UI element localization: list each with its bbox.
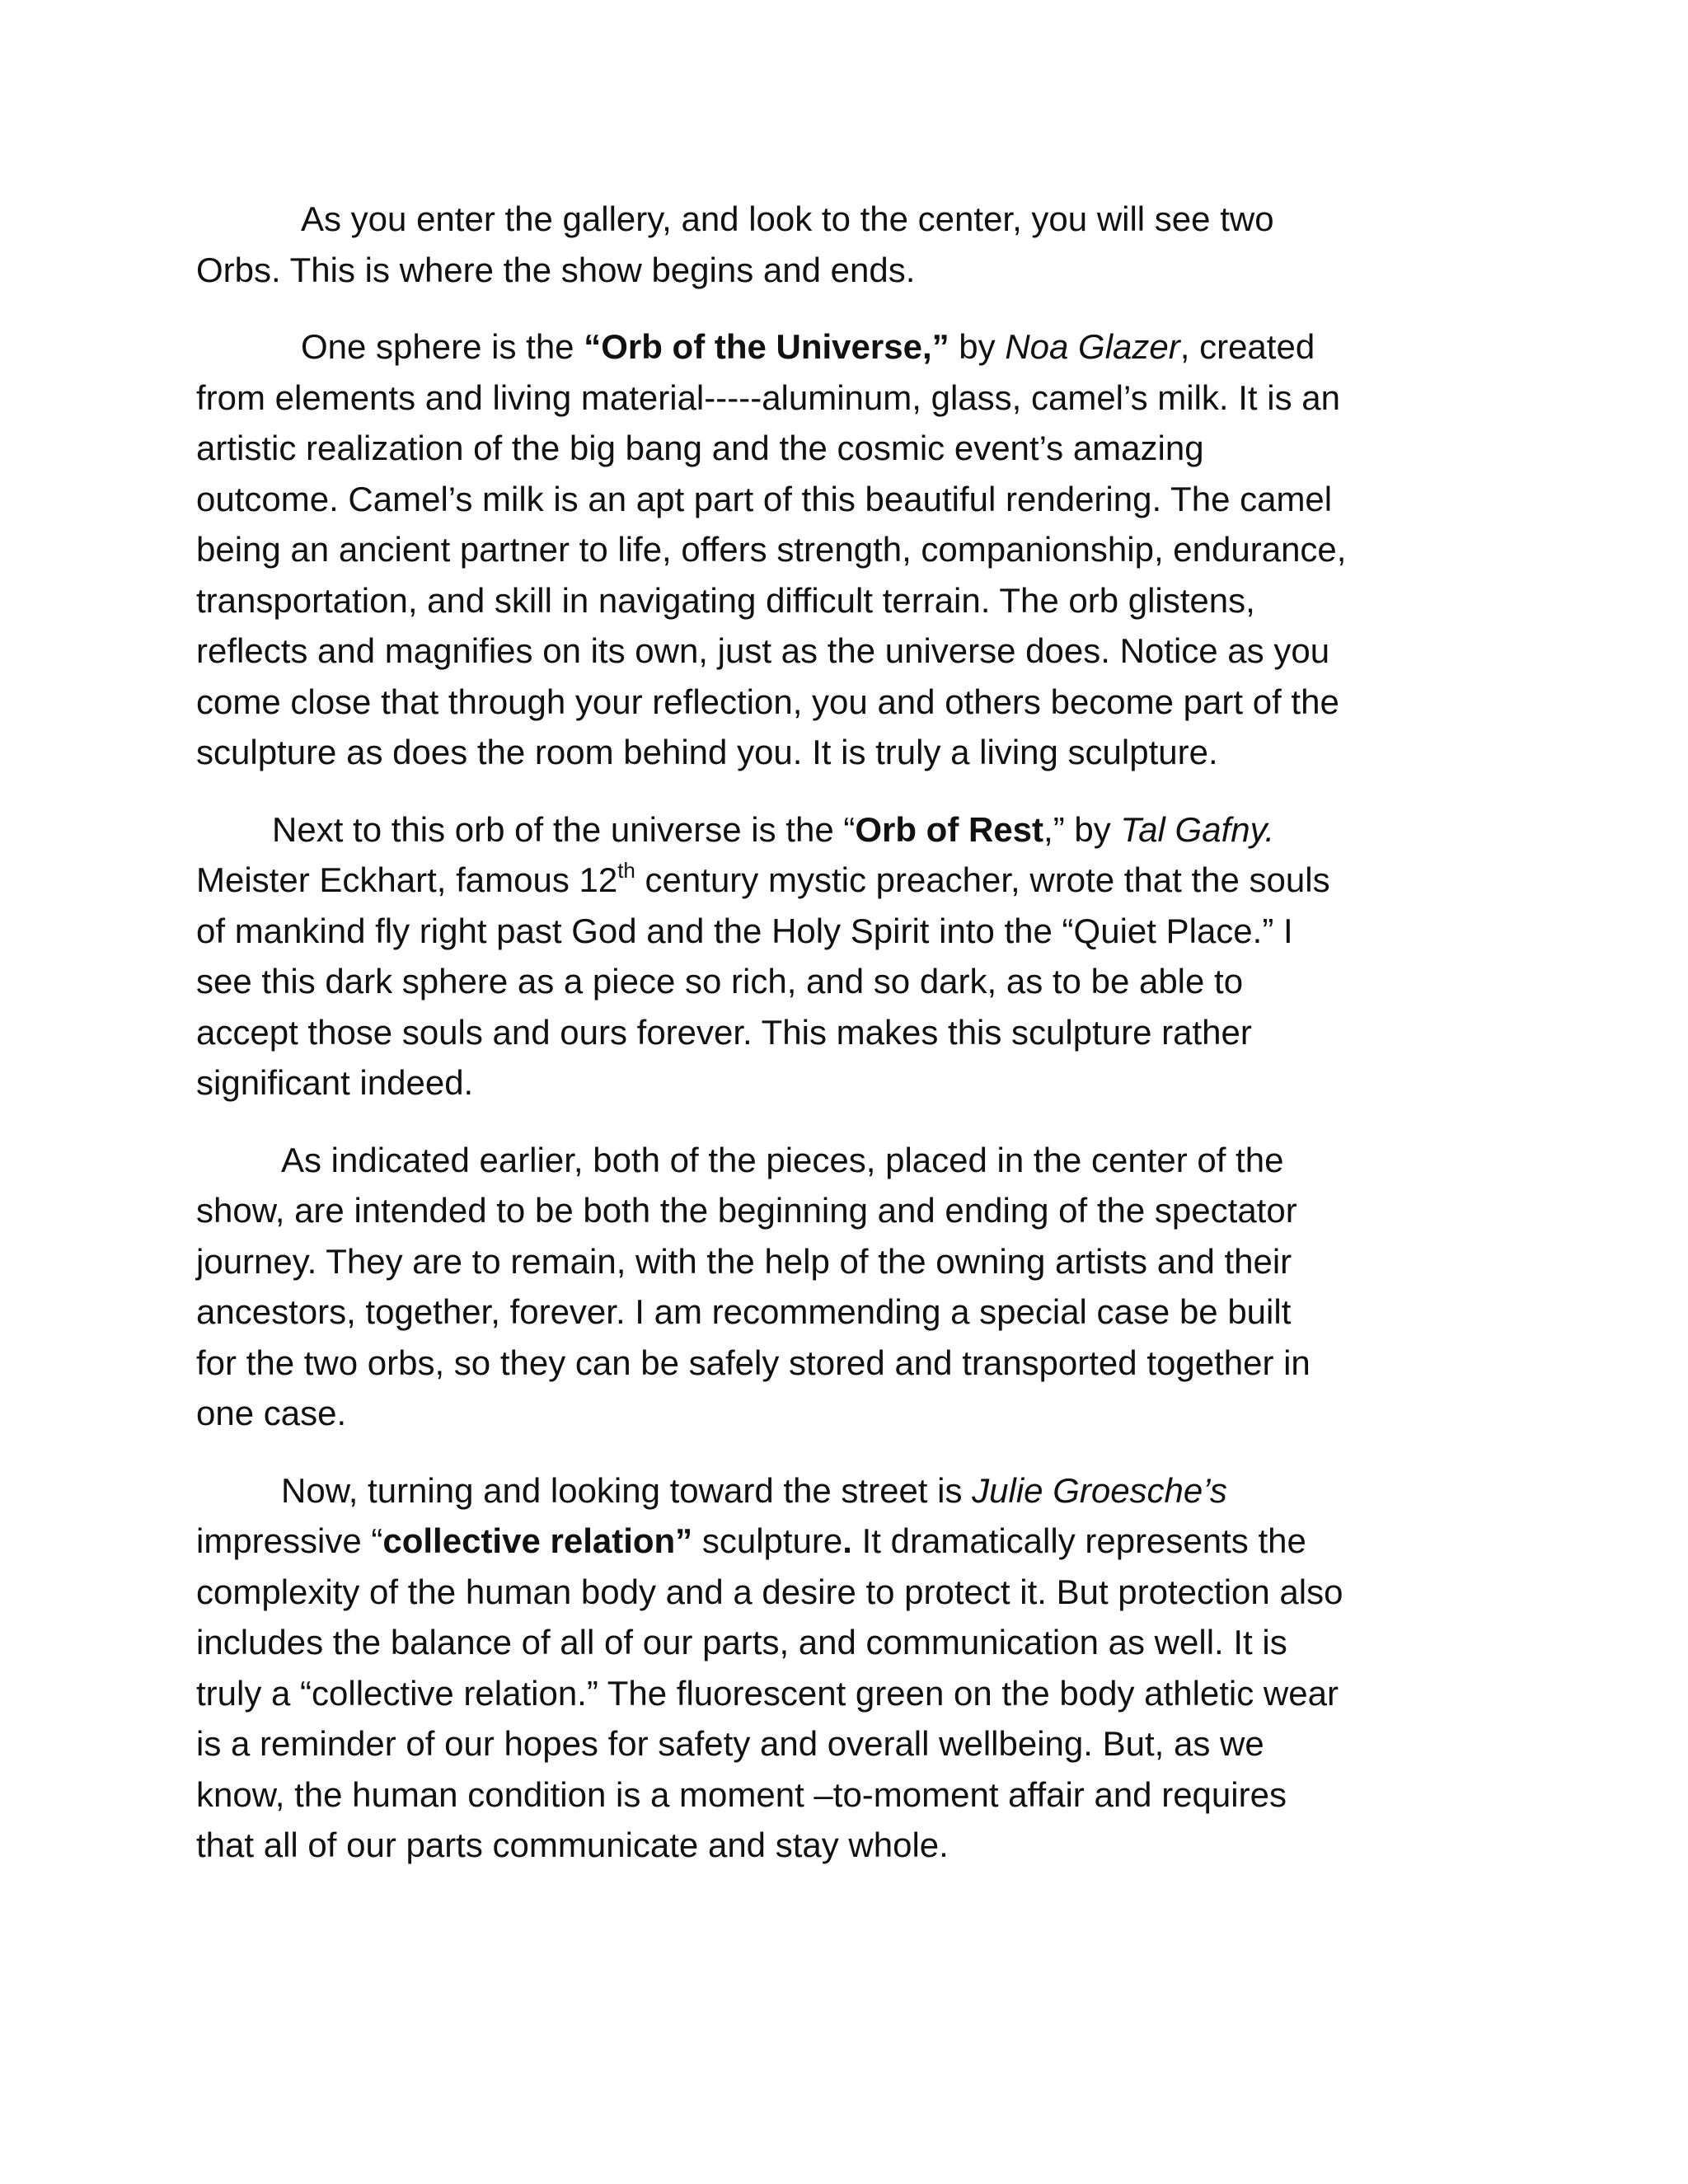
paragraph-collective-relation [196, 1465, 1515, 1871]
text-line [196, 1465, 1515, 1516]
text-run: impressive “ [196, 1521, 383, 1560]
artist-name-julie-groesche: Julie Groesche’s [972, 1470, 1227, 1510]
document-body [196, 194, 1515, 1897]
text-line: artistic realization of the big bang and the cosmic event’s amazing [196, 429, 1204, 467]
artwork-title-orb-of-rest: Orb of Rest [855, 809, 1044, 849]
text-line: sculpture as does the room behind you. It is truly a living sculpture. [196, 733, 1218, 771]
text-line: of mankind fly right past God and the Holy Spirit into the “Quiet Place.” I [196, 911, 1293, 950]
artist-name-tal-gafny: Tal Gafny. [1120, 809, 1275, 849]
text-line: As you enter the gallery, and look to the center, you will see two [301, 199, 1274, 238]
text-line: outcome. Camel’s milk is an apt part of this beautiful rendering. The camel [196, 479, 1333, 518]
text-line: from elements and living material-----aluminum, glass, camel’s milk. It is an [196, 377, 1340, 417]
text-line [196, 1516, 1515, 1567]
text-run: ,” by [1043, 809, 1121, 849]
text-run: Now, turning and looking toward the street is [281, 1470, 973, 1510]
text-line [196, 321, 1515, 373]
paragraph-gallery-entrance [196, 194, 1515, 295]
text-line: one case. [196, 1394, 347, 1432]
text-line [196, 855, 1515, 906]
text-line: for the two orbs, so they can be safely stored and transported together in [196, 1343, 1311, 1382]
text-run: Next to this orb of the universe is the “ [272, 809, 856, 849]
text-line: truly a “collective relation.” The fluorescent green on the body athletic wear [196, 1673, 1339, 1713]
text-run: One sphere is the [301, 327, 584, 366]
text-run: Meister Eckhart, famous 12 [196, 860, 618, 899]
text-line: being an ancient partner to life, offers strength, companionship, endurance, [196, 530, 1347, 569]
text-line: As indicated earlier, both of the pieces, placed in the center of the [281, 1140, 1284, 1179]
text-line: accept those souls and ours forever. This makes this sculpture rather [196, 1012, 1252, 1052]
text-line: that all of our parts communicate and stay whole. [196, 1825, 949, 1864]
text-run-bold-period: . [842, 1521, 852, 1560]
paragraph-center-pieces [196, 1135, 1515, 1439]
text-line: is a reminder of our hopes for safety and overall wellbeing. But, as we [196, 1724, 1264, 1763]
text-run: sculpture [692, 1521, 843, 1560]
paragraph-orb-of-the-universe [196, 321, 1515, 778]
text-line: significant indeed. [196, 1063, 474, 1102]
text-line: show, are intended to be both the beginning and ending of the spectator [196, 1191, 1297, 1230]
text-line: come close that through your reflection, you and others become part of the [196, 682, 1339, 721]
text-run: , created [1179, 327, 1315, 366]
text-line: includes the balance of all of our parts, and communication as well. It is [196, 1623, 1287, 1661]
text-line: see this dark sphere as a piece so rich, and so dark, as to be able to [196, 962, 1244, 1001]
text-line: transportation, and skill in navigating difficult terrain. The orb glistens, [196, 580, 1255, 620]
text-line: Orbs. This is where the show begins and ends. [196, 250, 916, 289]
text-line: ancestors, together, forever. I am recommending a special case be built [196, 1292, 1292, 1331]
text-run: century mystic preacher, wrote that the souls [635, 860, 1330, 899]
artwork-title-collective-relation: collective relation” [382, 1521, 693, 1560]
paragraph-orb-of-rest [196, 804, 1515, 1108]
text-run: It dramatically represents the [851, 1521, 1306, 1560]
text-line: reflects and magnifies on its own, just as the universe does. Notice as you [196, 631, 1330, 670]
ordinal-superscript: th [617, 858, 635, 883]
artwork-title-orb-of-the-universe: “Orb of the Universe,” [584, 327, 950, 366]
text-line: journey. They are to remain, with the help of the owning artists and their [196, 1241, 1292, 1281]
text-line [196, 804, 1515, 855]
text-line: know, the human condition is a moment –to-moment affair and requires [196, 1774, 1287, 1814]
artist-name-noa-glazer: Noa Glazer [1005, 327, 1180, 366]
text-run: by [949, 327, 1006, 366]
text-line: complexity of the human body and a desire to protect it. But protection also [196, 1572, 1343, 1611]
